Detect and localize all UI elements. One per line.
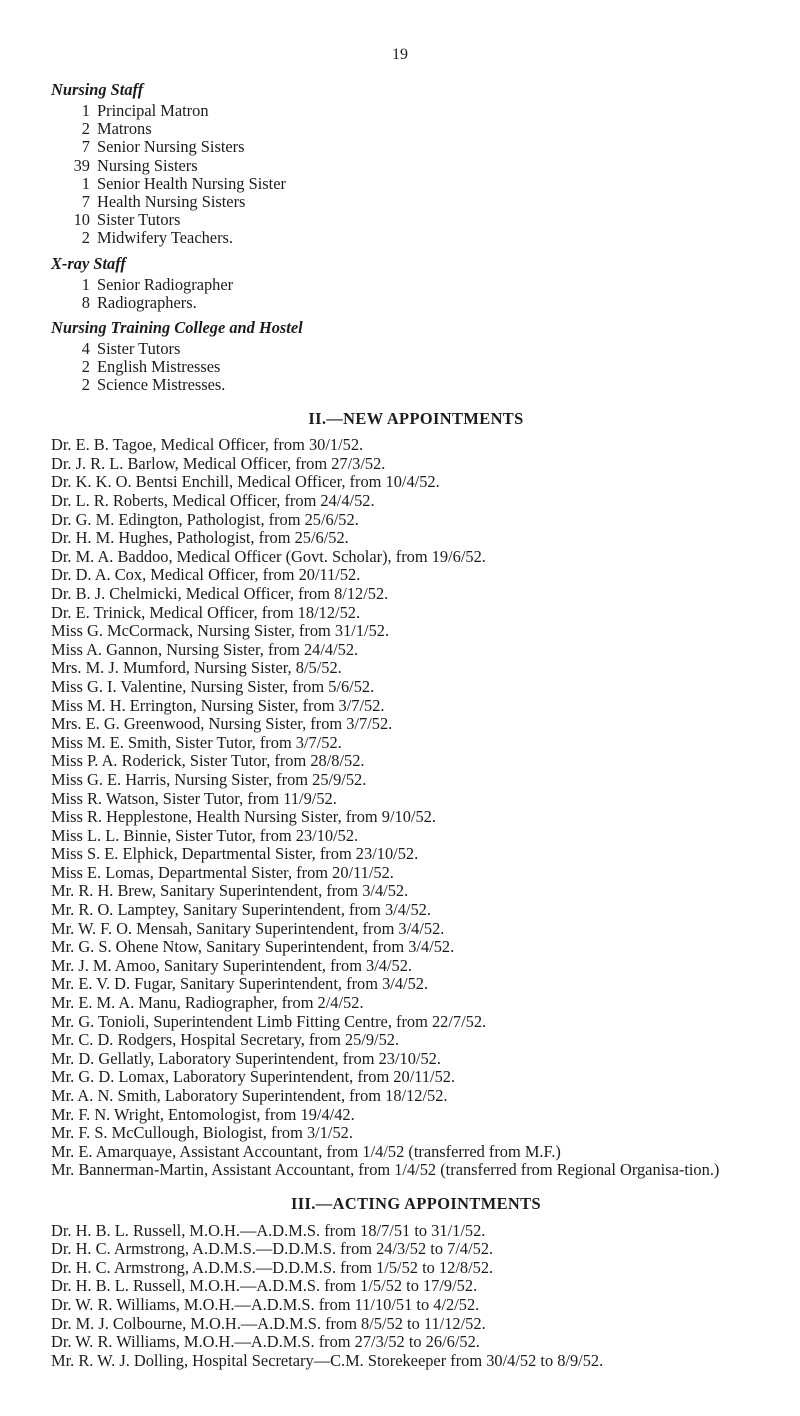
appointment-entry: Mr. E. M. A. Manu, Radiographer, from 2/4/52.	[51, 993, 364, 1013]
appointment-entry: Mr. G. Tonioli, Superintendent Limb Fitting Centre, from 22/7/52.	[51, 1011, 487, 1031]
appointment-entry: Mrs. E. G. Greenwood, Nursing Sister, from 3/7/52.	[51, 714, 393, 734]
appointment-entry: Dr. H. B. L. Russell, M.O.H.—A.D.M.S. from 1/5/52 to 17/9/52.	[51, 1276, 478, 1296]
appointment-entry: Miss G. McCormack, Nursing Sister, from 31/1/52.	[51, 621, 390, 641]
staff-count: 8	[81, 292, 90, 312]
appointment-entry: Dr. K. K. O. Bentsi Enchill, Medical Officer, from 10/4/52.	[51, 472, 440, 492]
appointment-entry: Dr. M. J. Colbourne, M.O.H.—A.D.M.S. from 8/5/52 to 11/12/52.	[51, 1313, 486, 1333]
staff-item	[51, 294, 781, 312]
section-title: Nursing Training College and Hostel	[51, 318, 303, 338]
staff-role: Sister Tutors	[97, 210, 181, 230]
appointment-entry: Dr. H. M. Hughes, Pathologist, from 25/6/52.	[51, 528, 349, 548]
appointment-entry: Dr. W. R. Williams, M.O.H.—A.D.M.S. from 27/3/52 to 26/6/52.	[51, 1332, 480, 1352]
staff-role: Radiographers.	[97, 292, 197, 312]
staff-count: 10	[73, 210, 90, 230]
appointment-entry: Mr. F. S. McCullough, Biologist, from 3/1/52.	[51, 1123, 353, 1143]
appointment-entry: Mr. D. Gellatly, Laboratory Superintendent, from 23/10/52.	[51, 1048, 441, 1068]
staff-count: 2	[81, 357, 90, 377]
appointment-entry: Dr. W. R. Williams, M.O.H.—A.D.M.S. from 11/10/51 to 4/2/52.	[51, 1294, 480, 1314]
appointment-entry: Dr. H. C. Armstrong, A.D.M.S.—D.D.M.S. from 1/5/52 to 12/8/52.	[51, 1257, 494, 1277]
appointment-entry: Mr. R. O. Lamptey, Sanitary Superintendent, from 3/4/52.	[51, 900, 431, 920]
staff-section-nursing	[51, 80, 781, 248]
appointment-entry: Mr. G. S. Ohene Ntow, Sanitary Superintendent, from 3/4/52.	[51, 937, 455, 957]
staff-list	[51, 340, 781, 395]
appointment-entry: Dr. D. A. Cox, Medical Officer, from 20/11/52.	[51, 565, 361, 585]
appointment-entry: Mr. A. N. Smith, Laboratory Superintendent, from 18/12/52.	[51, 1086, 448, 1106]
appointment-entry: Dr. L. R. Roberts, Medical Officer, from 24/4/52.	[51, 491, 375, 511]
appointment-entry: Miss S. E. Elphick, Departmental Sister, from 23/10/52.	[51, 844, 419, 864]
staff-role: Nursing Sisters	[97, 155, 198, 175]
staff-count: 2	[81, 228, 90, 248]
appointment-entry: Miss M. H. Errington, Nursing Sister, from 3/7/52.	[51, 695, 385, 715]
new-appointments-heading: II.—NEW APPOINTMENTS	[308, 408, 524, 428]
appointment-entry: Mr. J. M. Amoo, Sanitary Superintendent, from 3/4/52.	[51, 955, 413, 975]
staff-role: Sister Tutors	[97, 339, 181, 359]
appointment-entry: Mr. E. Amarquaye, Assistant Accountant, from 1/4/52 (transferred from M.F.)	[51, 1141, 561, 1161]
appointment-entry: Miss E. Lomas, Departmental Sister, from 20/11/52.	[51, 862, 394, 882]
acting-appointments-heading: III.—ACTING APPOINTMENTS	[290, 1193, 542, 1213]
staff-role: Principal Matron	[97, 101, 209, 120]
appointment-entry: Dr. E. B. Tagoe, Medical Officer, from 30/1/52.	[51, 435, 364, 455]
staff-count: 1	[81, 101, 90, 120]
staff-role: Senior Radiographer	[97, 274, 234, 294]
staff-count: 2	[81, 119, 90, 139]
staff-section-training-college	[51, 318, 781, 395]
page-number: 19	[392, 46, 408, 63]
staff-item	[51, 276, 781, 294]
appointment-entry: Miss P. A. Roderick, Sister Tutor, from 28/8/52.	[51, 751, 365, 771]
staff-count: 39	[73, 155, 90, 175]
appointment-entry: Mr. R. W. J. Dolling, Hospital Secretary—C.M. Storekeeper from 30/4/52 to 8/9/52.	[51, 1350, 604, 1370]
staff-role: Matrons	[97, 119, 152, 139]
appointment-entry: Miss G. E. Harris, Nursing Sister, from 25/9/52.	[51, 769, 367, 789]
staff-count: 1	[81, 173, 90, 193]
appointment-entry: Miss A. Gannon, Nursing Sister, from 24/4/52.	[51, 639, 359, 659]
staff-role: Senior Health Nursing Sister	[97, 173, 286, 193]
staff-item	[51, 340, 781, 358]
appointment-entry: Mr. C. D. Rodgers, Hospital Secretary, from 25/9/52.	[51, 1030, 400, 1050]
staff-item	[51, 376, 781, 394]
staff-item	[51, 358, 781, 376]
staff-role: English Mistresses	[97, 357, 221, 377]
staff-count: 7	[81, 192, 90, 212]
staff-item	[51, 175, 781, 193]
appointment-entry: Mr. F. N. Wright, Entomologist, from 19/4/42.	[51, 1104, 355, 1124]
staff-role: Senior Nursing Sisters	[97, 137, 245, 157]
staff-item	[51, 157, 781, 175]
appointment-entry: Dr. H. C. Armstrong, A.D.M.S.—D.D.M.S. from 24/3/52 to 7/4/52.	[51, 1239, 494, 1259]
appointment-entry: Dr. M. A. Baddoo, Medical Officer (Govt. Scholar), from 19/6/52.	[51, 546, 486, 566]
appointment-entry: Mrs. M. J. Mumford, Nursing Sister, 8/5/52.	[51, 658, 342, 678]
appointment-entry: Mr. W. F. O. Mensah, Sanitary Superintendent, from 3/4/52.	[51, 918, 445, 938]
page-body	[51, 80, 781, 1370]
appointment-entry: Mr. R. H. Brew, Sanitary Superintendent, from 3/4/52.	[51, 881, 409, 901]
staff-item	[51, 102, 781, 120]
staff-item	[51, 211, 781, 229]
appointment-entry: Dr. B. J. Chelmicki, Medical Officer, from 8/12/52.	[51, 583, 389, 603]
appointment-entry: Mr. G. D. Lomax, Laboratory Superintendent, from 20/11/52.	[51, 1067, 456, 1087]
staff-role: Midwifery Teachers.	[97, 228, 233, 248]
appointment-entry: Dr. J. R. L. Barlow, Medical Officer, from 27/3/52.	[51, 453, 386, 473]
appointment-entry: Dr. H. B. L. Russell, M.O.H.—A.D.M.S. from 18/7/51 to 31/1/52.	[51, 1220, 486, 1240]
staff-item	[51, 193, 781, 211]
appointment-entry: Dr. E. Trinick, Medical Officer, from 18/12/52.	[51, 602, 361, 622]
staff-count: 2	[81, 375, 90, 395]
staff-section-xray	[51, 254, 781, 312]
staff-role: Science Mistresses.	[97, 375, 226, 395]
section-title: X-ray Staff	[51, 253, 126, 273]
appointment-entry: Miss G. I. Valentine, Nursing Sister, from 5/6/52.	[51, 676, 375, 696]
appointment-entry: Mr. Bannerman-Martin, Assistant Accountant, from 1/4/52 (transferred from Regional Organisa-tion.)	[51, 1160, 720, 1180]
staff-role: Health Nursing Sisters	[97, 192, 246, 212]
staff-list	[51, 276, 781, 312]
appointment-entry: Miss R. Hepplestone, Health Nursing Sister, from 9/10/52.	[51, 807, 436, 827]
appointment-entry: Mr. E. V. D. Fugar, Sanitary Superintendent, from 3/4/52.	[51, 974, 429, 994]
staff-count: 4	[81, 339, 90, 359]
appointment-entry: Miss L. L. Binnie, Sister Tutor, from 23/10/52.	[51, 825, 359, 845]
section-title: Nursing Staff	[51, 80, 144, 99]
staff-count: 7	[81, 137, 90, 157]
staff-item	[51, 120, 781, 138]
staff-item	[51, 138, 781, 156]
acting-appointments-list	[51, 1222, 781, 1371]
new-appointments-list	[51, 436, 781, 1180]
staff-count: 1	[81, 274, 90, 294]
staff-list	[51, 102, 781, 248]
appointment-entry: Miss R. Watson, Sister Tutor, from 11/9/52.	[51, 788, 337, 808]
staff-item	[51, 229, 781, 247]
appointment-entry: Dr. G. M. Edington, Pathologist, from 25/6/52.	[51, 509, 359, 529]
appointment-entry: Miss M. E. Smith, Sister Tutor, from 3/7/52.	[51, 732, 342, 752]
